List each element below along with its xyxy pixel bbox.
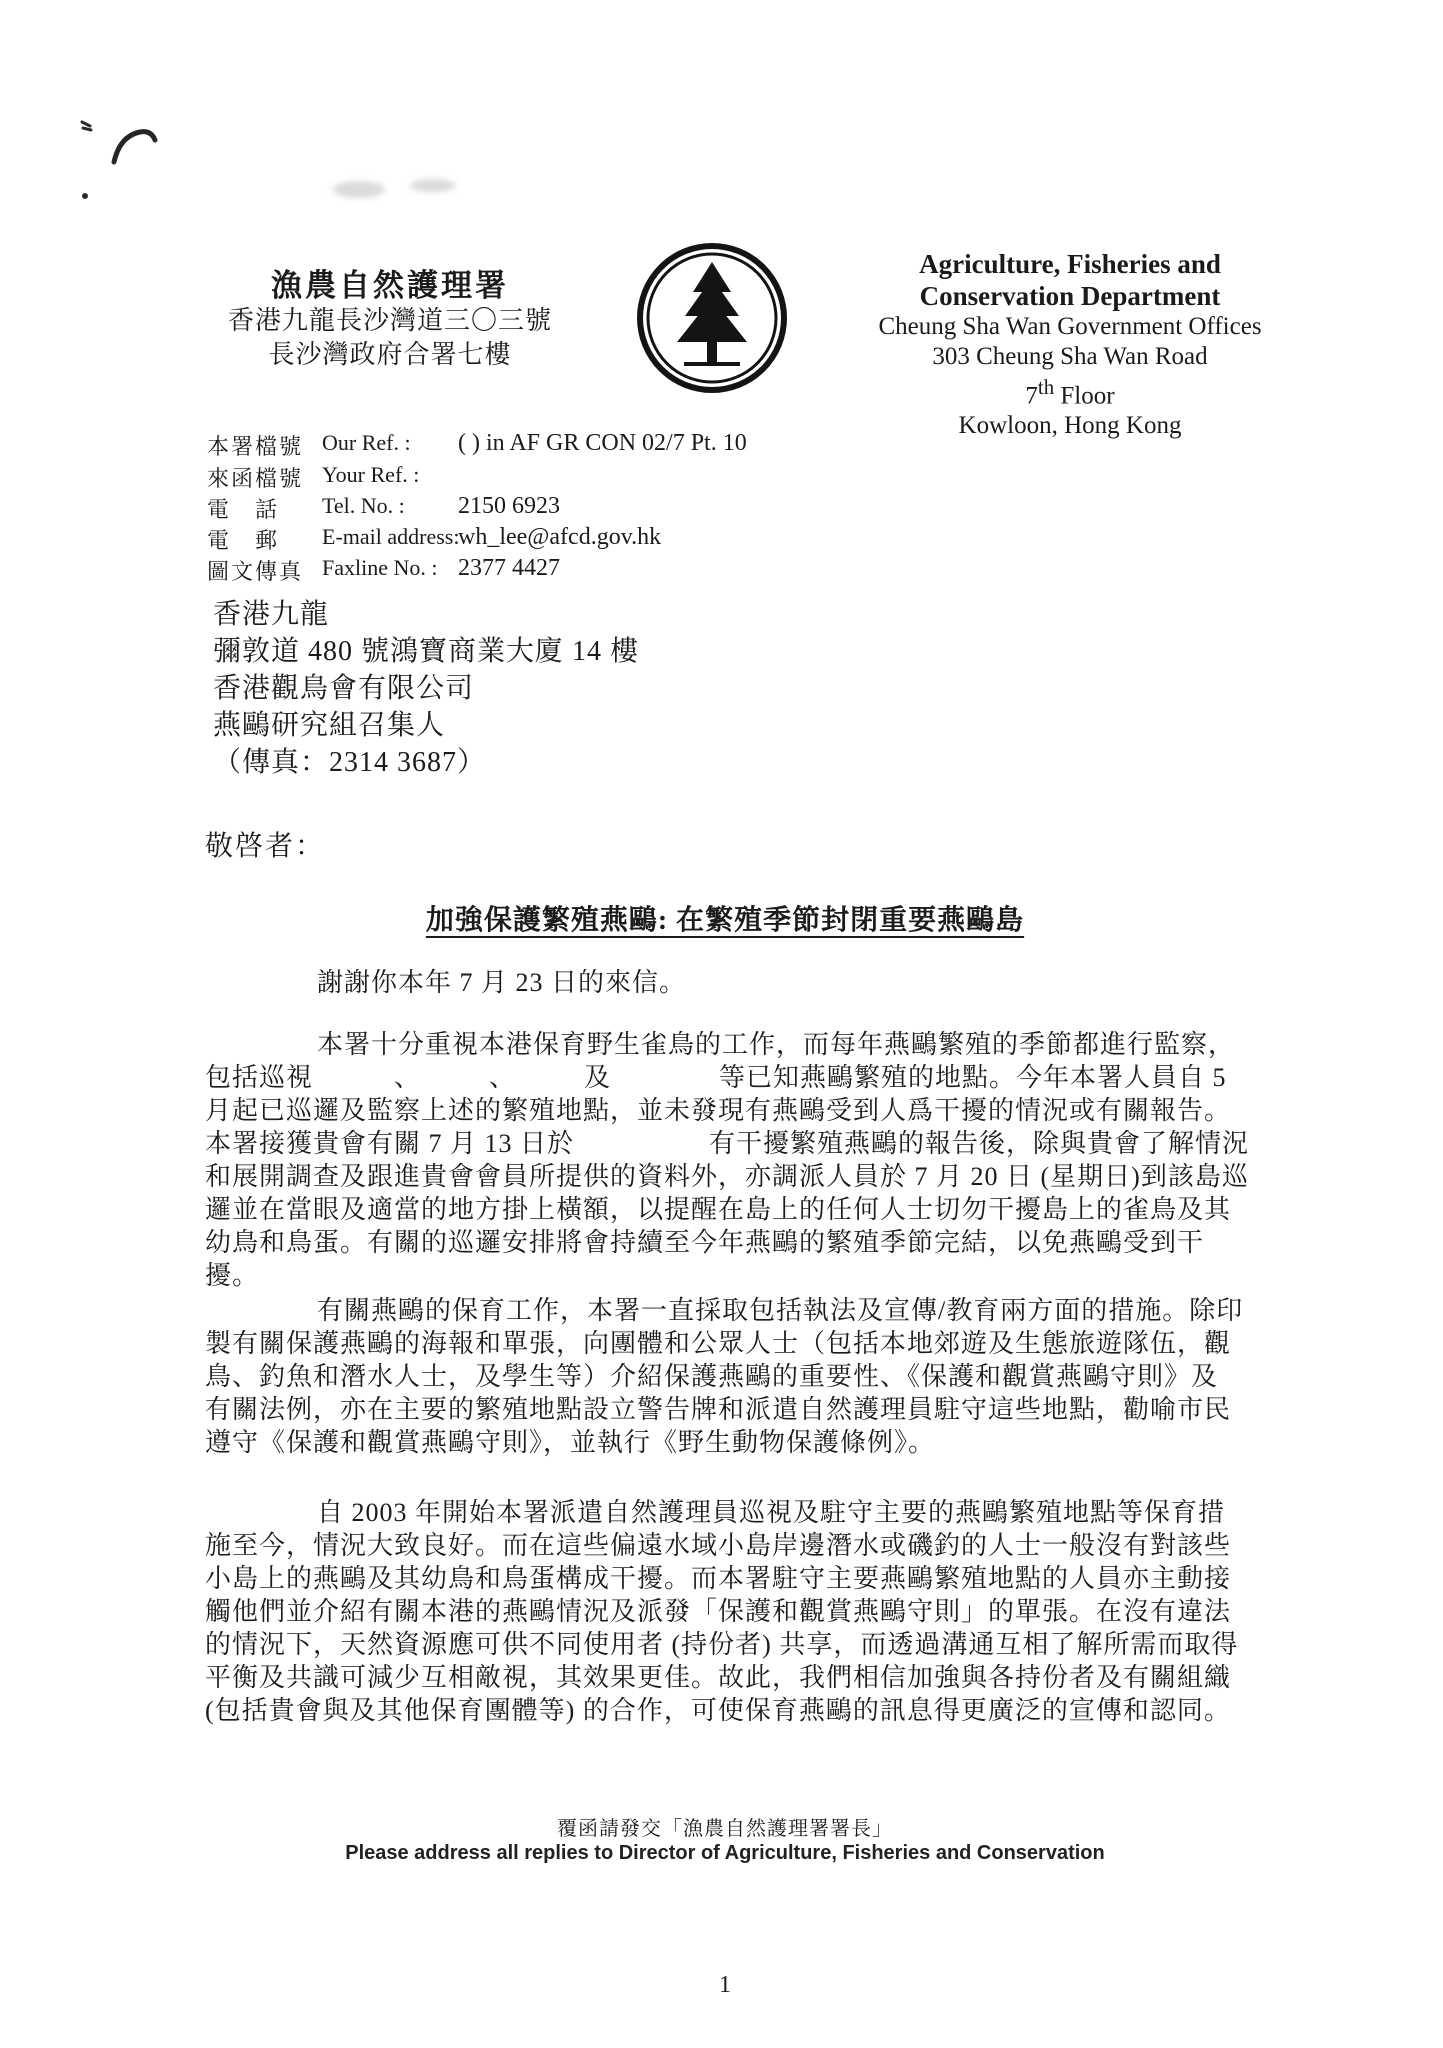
body-line: 有關法例，亦在主要的繁殖地點設立警告牌和派遣自然護理員駐守這些地點，勸喻市民 — [205, 1395, 1232, 1424]
page-number: 1 — [719, 1972, 731, 1998]
salutation: 敬啓者： — [205, 831, 326, 862]
reply-instruction-chinese: 覆函請發交「漁農自然護理署署長」 — [557, 1818, 893, 1840]
scan-smudge — [333, 181, 385, 198]
fax-label-chinese: 圖文傳真 — [207, 559, 304, 584]
body-paragraph-4 — [205, 1496, 1250, 1727]
our-ref-value: ( ) in AF GR CON 02/7 Pt. 10 — [458, 430, 747, 456]
body-line: (包括貴會與及其他保育團體等) 的合作，可使保育燕鷗的訊息得更廣泛的宣傳和認同。 — [205, 1696, 1231, 1725]
body-line: 月起已巡邏及監察上述的繁殖地點，並未發現有燕鷗受到人爲干擾的情況或有關報告。 — [205, 1096, 1232, 1125]
body-line: 觸他們並介紹有關本港的燕鷗情況及派發「保護和觀賞燕鷗守則」的單張。在沒有違法 — [205, 1597, 1232, 1626]
department-address-line1: Cheung Sha Wan Government Offices — [878, 313, 1262, 340]
letterhead-chinese — [170, 268, 610, 372]
your-ref-label-english: Your Ref. : — [322, 462, 420, 487]
body-line: 有關燕鷗的保育工作，本署一直採取包括執法及宣傳/教育兩方面的措施。除印 — [317, 1296, 1244, 1325]
body-line: 遵守《保護和觀賞燕鷗守則》，並執行《野生動物保護條例》。 — [205, 1428, 936, 1457]
our-ref-label-chinese: 本署檔號 — [207, 434, 304, 459]
pen-mark-squiggle — [70, 110, 170, 210]
floor-number: 7 — [1025, 382, 1038, 410]
body-line: 本署十分重視本港保育野生雀鳥的工作，而每年燕鷗繁殖的季節都進行監察， — [317, 1030, 1236, 1059]
recipient-line: 香港九龍 — [213, 599, 330, 630]
email-label-chinese: 電 郵 — [207, 528, 280, 553]
body-paragraph-1 — [205, 966, 1250, 999]
department-name-chinese: 漁農自然護理署 — [271, 268, 509, 303]
department-address-line4: Kowloon, Hong Kong — [958, 412, 1182, 440]
fax-value: 2377 4427 — [458, 555, 560, 581]
department-name-english-line2: Conservation Department — [919, 281, 1221, 311]
recipient-line: 彌敦道 480 號鴻寶商業大廈 14 樓 — [213, 636, 640, 667]
recipient-line: 香港觀鳥會有限公司 — [213, 673, 475, 704]
ref-row-email — [0, 524, 1443, 555]
body-line: 小島上的燕鷗及其幼鳥和鳥蛋構成干擾。而本署駐守主要燕鷗繁殖地點的人員亦主動接 — [205, 1564, 1232, 1593]
fax-label-english: Faxline No. : — [322, 555, 438, 580]
department-address-chinese-line2: 長沙灣政府合署七樓 — [268, 340, 512, 369]
your-ref-label-chinese: 來函檔號 — [207, 466, 304, 491]
scan-smudge — [410, 179, 456, 192]
email-label-english: E-mail address: — [322, 524, 460, 549]
letterhead-english — [860, 248, 1280, 441]
department-address-floor — [860, 372, 1280, 411]
recipient-fax-line: （傳真：2314 3687） — [213, 747, 487, 778]
body-line: 製有關保護燕鷗的海報和單張，向團體和公眾人士（包括本地郊遊及生態旅遊隊伍，觀 — [205, 1329, 1232, 1358]
telephone-label-chinese: 電 話 — [207, 497, 280, 522]
recipient-address-block — [213, 596, 913, 781]
ref-row-your-ref — [0, 462, 1443, 493]
department-name-english-line1: Agriculture, Fisheries and — [919, 249, 1221, 279]
body-line: 平衡及共識可減少互相敵視，其效果更佳。故此，我們相信加強與各持份者及有關組織 — [205, 1663, 1232, 1692]
body-paragraph-3 — [205, 1294, 1250, 1459]
body-line: 邏並在當眼及適當的地方掛上橫額，以提醒在島上的任何人士切勿干擾島上的雀鳥及其 — [205, 1195, 1232, 1224]
department-address-chinese-line1: 香港九龍長沙灣道三〇三號 — [227, 306, 552, 335]
reply-instruction-english: Please address all replies to Director of Agriculture, Fisheries and Conservation — [345, 1842, 1105, 1864]
floor-word: Floor — [1054, 382, 1115, 410]
ref-row-our-ref — [0, 430, 1443, 461]
body-line: 的情況下，天然資源應可供不同使用者 (持份者) 共享，而透過溝通互相了解所需而取得 — [205, 1630, 1239, 1659]
floor-ordinal-suffix: th — [1037, 375, 1055, 399]
afcd-logo-icon — [636, 242, 788, 394]
recipient-line: 燕鷗研究組召集人 — [213, 710, 446, 741]
ref-row-fax — [0, 555, 1443, 586]
body-line-with-redaction: 包括巡視 、 、 及 等已知燕鷗繁殖的地點。今年本署人員自 5 — [205, 1063, 1227, 1092]
body-line: 幼鳥和鳥蛋。有關的巡邏安排將會持續至今年燕鷗的繁殖季節完結，以免燕鷗受到干擾。 — [205, 1228, 1205, 1290]
body-line: 自 2003 年開始本署派遣自然護理員巡視及駐守主要的燕鷗繁殖地點等保育措 — [317, 1498, 1226, 1527]
body-line: 施至今，情況大致良好。而在這些偏遠水域小島岸邊潛水或磯釣的人士一般沒有對該些 — [205, 1531, 1232, 1560]
body-line: 謝謝你本年 7 月 23 日的來信。 — [317, 968, 687, 997]
ref-row-telephone — [0, 493, 1443, 524]
subject-line: 加強保護繁殖燕鷗: 在繁殖季節封閉重要燕鷗島 — [425, 905, 1025, 936]
body-paragraph-2 — [205, 1028, 1250, 1292]
telephone-value: 2150 6923 — [458, 493, 560, 519]
department-address-line2: 303 Cheung Sha Wan Road — [932, 343, 1208, 370]
telephone-label-english: Tel. No. : — [322, 493, 405, 518]
body-line: 和展開調查及跟進貴會會員所提供的資料外，亦調派人員於 7 月 20 日 (星期日)到該島巡 — [205, 1162, 1249, 1191]
our-ref-label-english: Our Ref. : — [322, 430, 411, 455]
email-value: wh_lee@afcd.gov.hk — [458, 524, 662, 550]
body-line-with-redaction: 本署接獲貴會有關 7 月 13 日於 有干擾繁殖燕鷗的報告後，除與貴會了解情況 — [205, 1129, 1250, 1158]
body-line: 鳥、釣魚和潛水人士，及學生等）介紹保護燕鷗的重要性、《保護和觀賞燕鷗守則》及 — [205, 1362, 1219, 1391]
